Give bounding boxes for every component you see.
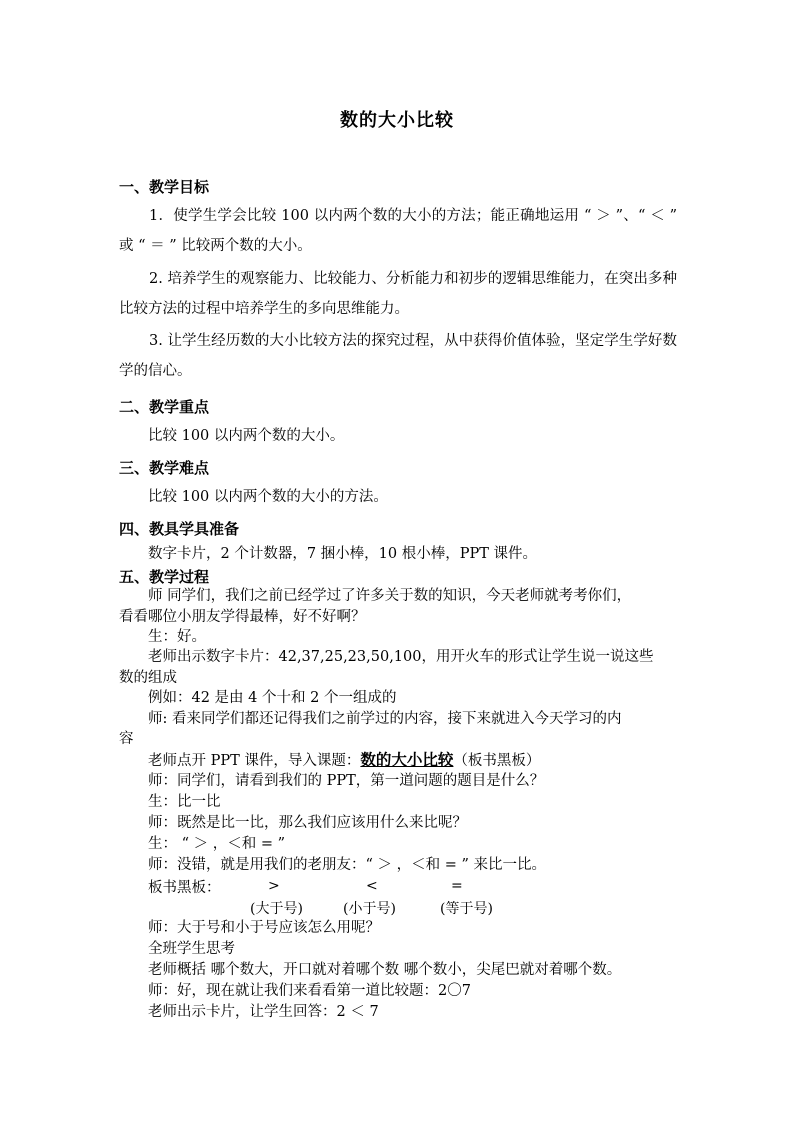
goal-paragraph-2: 2. 培养学生的观察能力、比较能力、分析能力和初步的逻辑思维能力，在突出多种比较方法的过程中培养学生的多向思维能力。 [119, 271, 677, 317]
process-line: 师：大于号和小于号应该怎么用呢？ [148, 920, 380, 936]
goal-paragraph-3: 3. 让学生经历数的大小比较方法的探究过程，从中获得价值体验，坚定学生学好数学的信心。 [119, 333, 677, 379]
equals-name: (等于号) [440, 901, 493, 917]
section-heading-materials: 四、教具学具准备 [119, 520, 240, 538]
topic-intro-text: 老师点开 PPT 课件，导入课题： [148, 753, 361, 769]
section-heading-difficulty: 三、教学难点 [119, 459, 210, 477]
less-than-name: (小于号) [343, 901, 396, 917]
materials-text: 数字卡片，2 个计数器，7 捆小棒，10 根小棒，PPT 课件。 [148, 546, 538, 562]
greater-than-name: (大于号) [250, 901, 303, 917]
process-line: 师：同学们，请看到我们的 PPT，第一道问题的题目是什么？ [148, 773, 545, 789]
section-heading-key-point: 二、教学重点 [119, 398, 210, 416]
section-heading-goals: 一、教学目标 [119, 178, 210, 196]
process-line-topic [148, 750, 540, 771]
process-line: 生：比一比 [148, 794, 221, 810]
process-line: 容 [119, 731, 134, 747]
process-line: 老师出示卡片，让学生回答：2 ＜ 7 [148, 1004, 379, 1020]
board-label: 板书黑板： [148, 880, 221, 896]
equals-symbol: = [451, 878, 463, 894]
process-line: 老师概括 哪个数大，开口就对着哪个数 哪个数小，尖尾巴就对着哪个数。 [148, 962, 622, 978]
process-line: 师：既然是比一比，那么我们应该用什么来比呢？ [148, 815, 467, 831]
goal-paragraph-1: 1．使学生学会比较 100 以内两个数的大小的方法；能正确地运用 “ ＞ ”、“ ＜ ” 或 “ ＝ ” 比较两个数的大小。 [119, 208, 677, 254]
process-line: 老师出示数字卡片：42,37,25,23,50,100，用开火车的形式让学生说一说这些 [148, 649, 654, 665]
key-point-text: 比较 100 以内两个数的大小。 [148, 428, 345, 444]
topic-note-text: （板书黑板） [453, 753, 541, 769]
less-than-symbol: < [366, 878, 378, 894]
process-line: 看看哪位小朋友学得最棒，好不好啊？ [119, 609, 366, 625]
process-line: 例如：42 是由 4 个十和 2 个一组成的 [148, 690, 397, 706]
topic-title-underlined: 数的大小比较 [360, 750, 454, 769]
process-line: 数的组成 [119, 670, 177, 686]
section-heading-process: 五、教学过程 [119, 568, 210, 586]
process-line: 师：没错，就是用我们的老朋友：“ ＞ ，＜和 = ” 来比一比。 [148, 857, 547, 873]
process-line: 全班学生思考 [148, 941, 235, 957]
process-line: 师: 看来同学们都还记得我们之前学过的内容，接下来就进入今天学习的内 [148, 711, 622, 727]
process-line: 师：好，现在就让我们来看看第一道比较题：2〇7 [148, 983, 471, 999]
document-title: 数的大小比较 [340, 110, 454, 131]
process-line: 生：好。 [148, 629, 206, 645]
process-line: 师 同学们，我们之前已经学过了许多关于数的知识，今天老师就考考你们， [148, 588, 632, 604]
difficulty-text: 比较 100 以内两个数的大小的方法。 [148, 489, 388, 505]
greater-than-symbol: > [268, 878, 280, 894]
process-line: 生： “ ＞ ，＜和 = ” [148, 836, 286, 852]
